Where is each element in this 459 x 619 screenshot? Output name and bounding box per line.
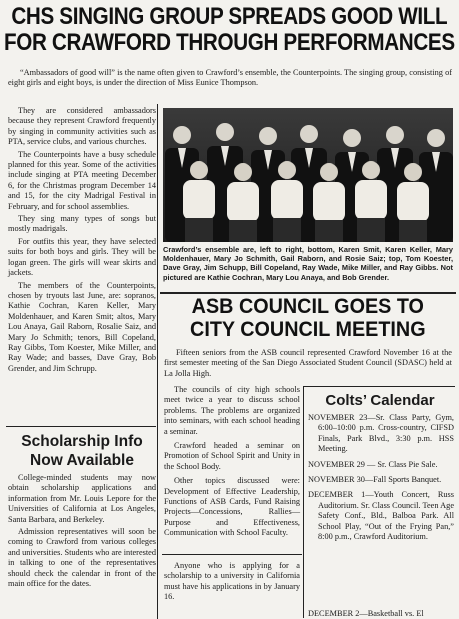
calendar-box-top <box>303 386 455 387</box>
scholarship-notice <box>164 561 300 603</box>
article-paragraph: Crawford headed a seminar on Promotion of School Spirit and Unity in the School Body. <box>164 441 300 471</box>
calendar-event: NOVEMBER 23—Sr. Class Party, Gym, 6:00–10:00 p.m. Cross-country, CIFSD Finals, Park Blvd., 3:30 p.m. HSS Meeting. <box>308 413 454 454</box>
notice-paragraph: Anyone who is applying for a scholarship to a university in California must have his applications in by January 16. <box>164 561 300 602</box>
article-paragraph: Other topics discussed were: Development of Effective Leadership, Functions of ASB Cards, Fund Raising Projects—Concessions, Rallies—Purpose and Effectiveness, Communication with School Faculty. <box>164 476 300 538</box>
asb-article-column <box>164 385 300 543</box>
asb-intro-paragraph: Fifteen seniors from the ASB council represented Crawford November 16 at the first semester meeting of the San Diego Associated Student Council (SDASC) held at La Jolla High. <box>164 348 452 378</box>
calendar-event: DECEMBER 1—Youth Concert, Russ Auditorium. Sr. Class Council. Teen Age Safety Conf., Bld., Balboa Park. All School Play, “Out of the Frying Pan,” 8:00 p.m., Crawford Auditorium. <box>308 490 454 542</box>
headline <box>4 4 455 56</box>
article-paragraph: They sing many types of songs but mostly madrigals. <box>8 214 156 234</box>
divider <box>6 426 156 427</box>
divider <box>162 554 302 555</box>
article-paragraph: The members of the Counterpoints, chosen by tryouts last June, are: sopranos, Kathie Cochran, Karen Keller, Mary Moldenhauer, and Karen Smit; altos, Mary Lou Anaya, Gail Raborn, Rosalie Saiz, and Mary Jo Schmith; tenors, Bill Copeland, Ray Gibbs, Tom Koester, Mike Miller, and Ray Wade; and basses, Dave Gray, Bob Grender, and Jim Schrupp. <box>8 280 156 373</box>
singing-article-column <box>8 106 156 376</box>
article-paragraph: They are considered ambassadors because they represent Crawford frequently by singing in community activities such as PTA, service clubs, and various churches. <box>8 106 156 147</box>
column-divider <box>303 386 304 618</box>
calendar-event: NOVEMBER 29 — Sr. Class Pie Sale. <box>308 459 438 469</box>
headline-line-2: FOR CRAWFORD THROUGH PERFORMANCES <box>4 29 455 56</box>
article-paragraph: Admission representatives will soon be coming to Crawford from various colleges and universities. Students who are interested in talking to one of the representatives should check the calendar in front of the main office for the dates. <box>8 527 156 589</box>
asb-headline-line-1: ASB COUNCIL GOES TO <box>191 294 424 318</box>
asb-headline-line-2: CITY COUNCIL MEETING <box>190 317 426 341</box>
headline-line-1: CHS SINGING GROUP SPREADS GOOD WILL <box>11 3 448 30</box>
photo-caption: Crawford’s ensemble are, left to right, bottom, Karen Smit, Karen Keller, Mary Moldenhauer, Mary Jo Schmith, Gail Raborn, and Rosie Saiz; top, Tom Koester, Dave Gray, Jim Schupp, Bill Copeland, Ray Wade, Mike Miller, and Ray Gibbs. Not pictured are Kathie Cochran, Mary Lou Anaya, and Bob Grender. <box>163 245 453 282</box>
calendar-event-truncated: DECEMBER 2—Basketball vs. El <box>308 609 424 618</box>
article-paragraph: The councils of city high schools meet twice a year to discuss school problems. The problems are organized into seminars, with each school heading a seminar. <box>164 385 300 436</box>
ensemble-photo-image <box>163 108 453 242</box>
calendar-event: NOVEMBER 30—Fall Sports Banquet. <box>308 475 442 485</box>
scholarship-headline <box>10 432 154 470</box>
asb-headline <box>162 295 454 341</box>
scholarship-article <box>8 473 156 591</box>
article-paragraph: For outfits this year, they have selected suits for both boys and girls. They will be logan green. The girls will wear skirts and jackets. <box>8 236 156 278</box>
singing-intro <box>8 68 452 89</box>
scholarship-headline-line-1: Scholarship Info <box>21 433 143 450</box>
calendar-title: Colts’ Calendar <box>325 392 435 409</box>
singing-intro-paragraph: “Ambassadors of good will” is the name often given to Crawford’s ensemble, the Counterpoints. The singing group, consisting of eight girls and eight boys, is under the direction of Miss Eunice Thompson. <box>8 68 452 88</box>
scholarship-headline-line-2: Now Available <box>30 452 134 469</box>
calendar-events <box>308 413 454 547</box>
article-paragraph: The Counterpoints have a busy schedule planned for this year. Some of the activities include singing at PTA meeting December 6, for the Christmas program December 14 and 15, for the city Madrigal Festival in February, and for school assemblies. <box>8 149 156 211</box>
ensemble-photo <box>163 108 453 242</box>
asb-intro <box>164 348 452 379</box>
column-divider <box>157 104 158 619</box>
article-paragraph: College-minded students may now obtain scholarship applications and information from Mr. Louis Lepore for the Universities of California at Los Angeles, Santa Barbara, and Berkeley. <box>8 473 156 524</box>
